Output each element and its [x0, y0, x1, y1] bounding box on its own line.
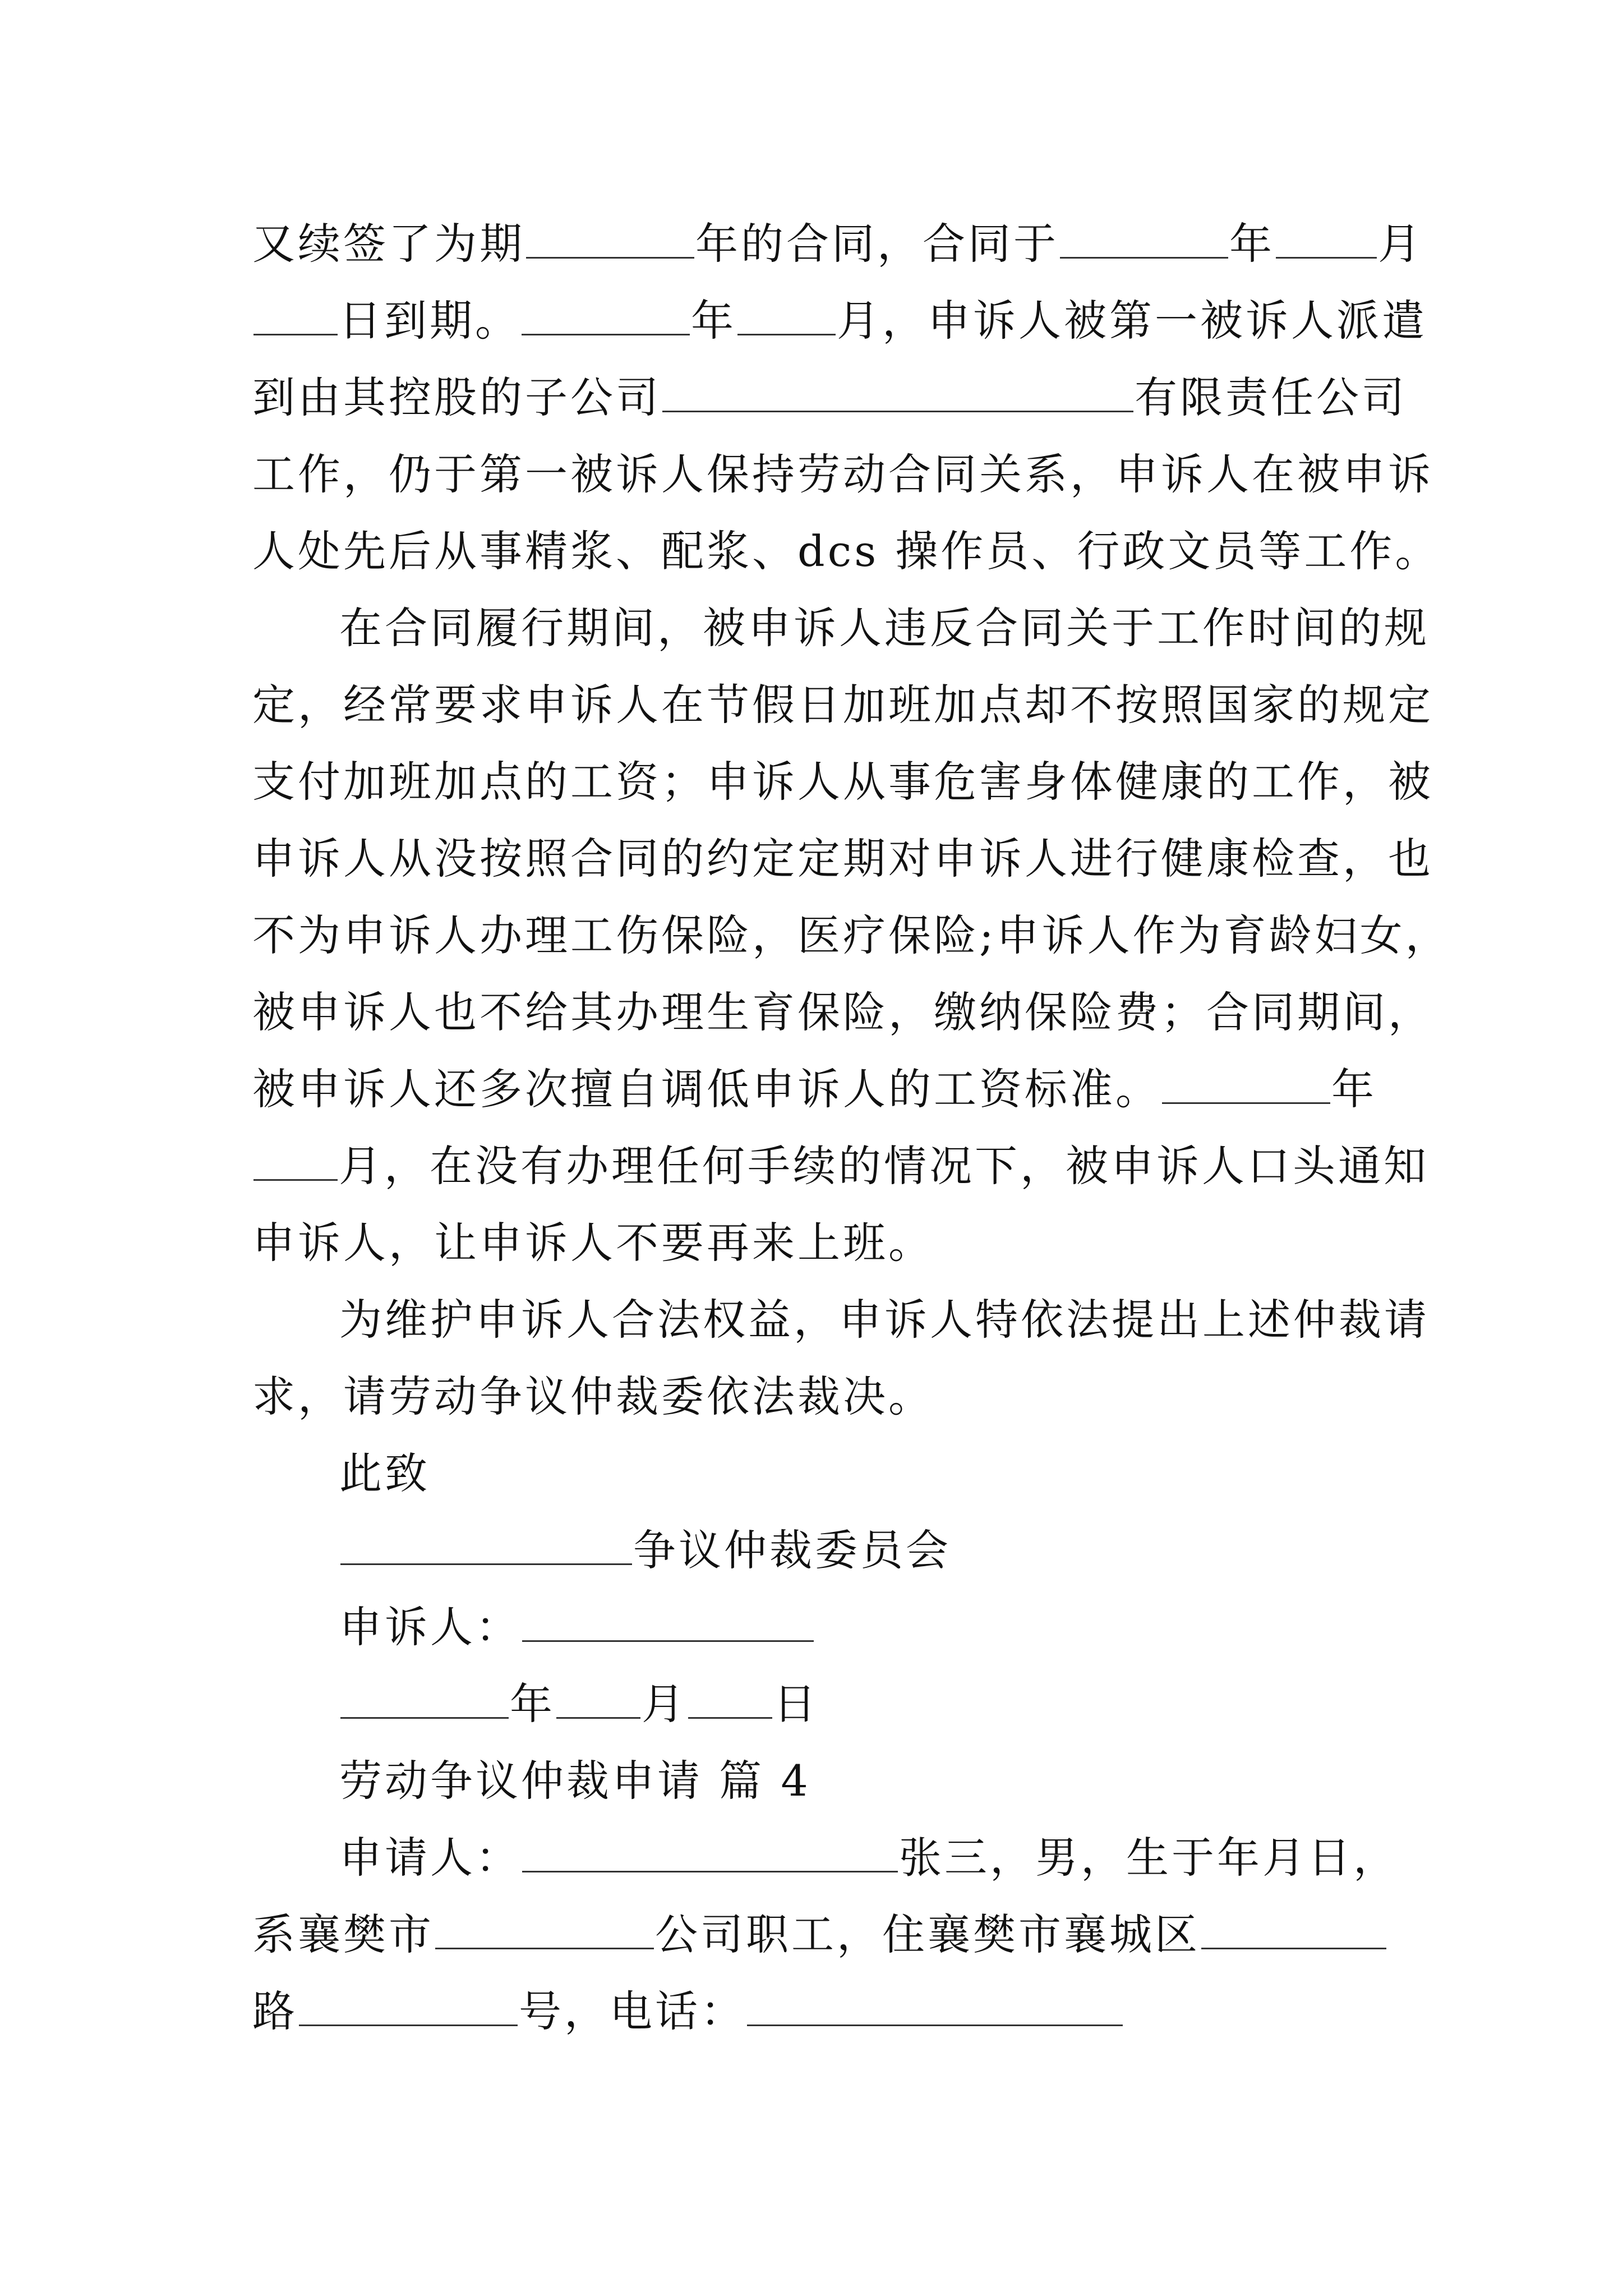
text-segment: 月	[642, 1679, 687, 1729]
fill-blank	[526, 222, 694, 259]
text-line: 申诉人从没按照合同的约定定期对申诉人进行健康检查，也	[252, 834, 1433, 884]
text-segment: 到由其控股的子公司	[252, 372, 661, 422]
text-line	[252, 370, 1407, 426]
text-line	[252, 1907, 1387, 1963]
text-segment: 又续签了为期	[252, 219, 525, 269]
fill-blank	[662, 376, 1133, 412]
text-line: 求，请劳动争议仲裁委依法裁决。	[252, 1372, 934, 1421]
text-line: 人处先后从事精浆、配浆、dcs 操作员、行政文员等工作。	[252, 526, 1441, 576]
fill-blank	[747, 1990, 1123, 2026]
fill-blank	[737, 299, 836, 335]
text-segment: 公司职工，住襄樊市襄城区	[655, 1910, 1200, 1959]
text-segment: 月	[1378, 219, 1423, 269]
text-line	[339, 1830, 1399, 1886]
fill-blank	[522, 1605, 814, 1642]
text-line: 定，经常要求申诉人在节假日加班加点却不按照国家的规定	[252, 680, 1433, 730]
text-segment: 年	[1229, 219, 1275, 269]
text-segment: 号，电话：	[519, 1986, 746, 2036]
text-line: 被申诉人也不给其办理生育保险，缴纳保险费；合同期间，	[252, 987, 1433, 1037]
paragraph-first-line: 为维护申诉人合法权益，申诉人特依法提出上述仲裁请	[339, 1295, 1430, 1345]
date-line	[339, 1676, 819, 1732]
fill-blank	[1201, 1913, 1386, 1949]
text-segment: 年的合同，合同于	[695, 219, 1059, 269]
text-segment: 日到期。	[339, 296, 520, 346]
fill-blank	[299, 1990, 518, 2026]
text-segment: 争议仲裁委员会	[633, 1525, 951, 1575]
paragraph-first-line: 在合同履行期间，被申诉人违反合同关于工作时间的规	[339, 603, 1430, 653]
text-line	[252, 1984, 1124, 2040]
fill-blank	[1162, 1068, 1330, 1104]
fill-blank	[253, 1144, 338, 1181]
fill-blank	[522, 1836, 898, 1872]
text-segment: 月，在没有办理任何手续的情况下，被申诉人口头通知	[339, 1141, 1429, 1191]
section-title: 劳动争议仲裁申请 篇 4	[339, 1756, 811, 1806]
text-segment: 系襄樊市	[252, 1910, 434, 1959]
fill-blank	[340, 1682, 509, 1719]
text-segment: 年	[691, 296, 736, 346]
fill-blank	[1276, 222, 1377, 259]
fill-blank	[522, 299, 690, 335]
salutation: 此致	[339, 1448, 430, 1498]
text-line: 申诉人，让申诉人不要再来上班。	[252, 1218, 934, 1268]
text-line: 工作，仍于第一被诉人保持劳动合同关系，申诉人在被申诉	[252, 449, 1433, 499]
fill-blank	[435, 1913, 654, 1949]
text-segment: 申请人：	[339, 1833, 521, 1883]
text-segment: 日	[773, 1679, 819, 1729]
text-segment: 张三，男，生于年月日，	[899, 1833, 1399, 1883]
applicant-signature-line	[339, 1599, 815, 1655]
text-segment: 年	[1331, 1064, 1377, 1114]
text-segment: 路	[252, 1986, 298, 2036]
text-segment: 月，申诉人被第一被诉人派遣	[837, 296, 1427, 346]
text-segment: 有限责任公司	[1135, 372, 1407, 422]
committee-line	[339, 1522, 951, 1579]
fill-blank	[1060, 222, 1228, 259]
fill-blank	[688, 1682, 772, 1719]
fill-blank	[556, 1682, 640, 1719]
text-line	[252, 293, 1427, 349]
text-line	[252, 216, 1423, 272]
text-segment: 年	[510, 1679, 555, 1729]
text-segment: 被申诉人还多次擅自调低申诉人的工资标准。	[252, 1064, 1161, 1114]
text-line: 支付加班加点的工资；申诉人从事危害身体健康的工作，被	[252, 757, 1433, 807]
fill-blank	[340, 1529, 632, 1565]
text-line: 不为申诉人办理工伤保险，医疗保险;申诉人作为育龄妇女，	[252, 910, 1451, 960]
fill-blank	[253, 299, 338, 335]
text-line	[252, 1138, 1429, 1194]
text-line	[252, 1061, 1377, 1117]
text-segment: 申诉人：	[339, 1602, 521, 1652]
